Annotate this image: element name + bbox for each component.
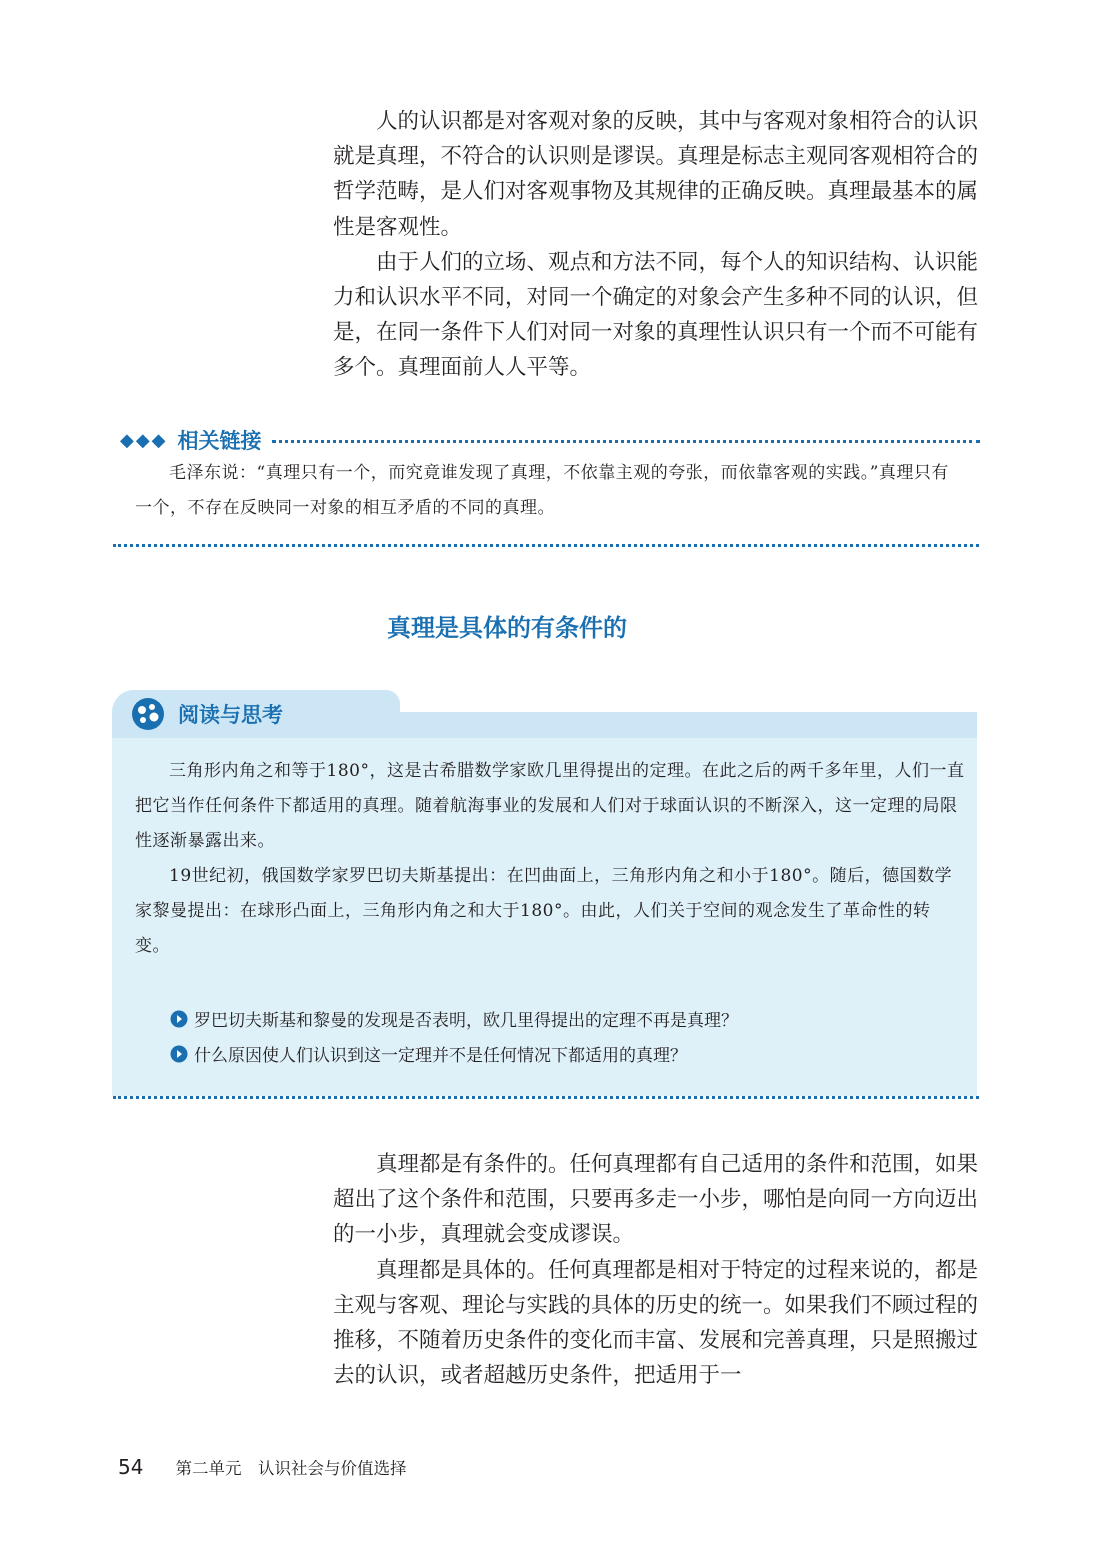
reading-paragraph-1: 三角形内角之和等于180°，这是古希腊数学家欧几里得提出的定理。在此之后的两千多年里，人们一直把它当作任何条件下都适用的真理。随着航海事业的发展和人们对于球面认识的不断深入，这一定理的局限性逐渐暴露出来。 <box>135 761 965 851</box>
reading-text <box>135 754 965 964</box>
related-link-header <box>120 423 980 457</box>
arrow-circle-icon <box>170 1045 188 1063</box>
question-item-2 <box>170 1041 687 1066</box>
intro-text <box>333 104 978 386</box>
arrow-circle-icon <box>170 1010 188 1028</box>
intro-paragraph-1: 人的认识都是对客观对象的反映，其中与客观对象相符合的认识就是真理，不符合的认识则是谬误。真理是标志主观同客观相符合的哲学范畴，是人们对客观事物及其规律的正确反映。真理最基本的属性是客观性。 <box>333 109 979 240</box>
related-link-body <box>135 456 965 526</box>
divider <box>113 544 979 547</box>
related-link-title: 相关链接 <box>177 429 262 453</box>
question-text: 罗巴切夫斯基和黎曼的发现是否表明，欧几里得提出的定理不再是真理？ <box>194 1011 738 1031</box>
conclusion-text <box>333 1147 978 1393</box>
diamond-icon: ◆◆◆ <box>120 429 168 451</box>
reading-title: 阅读与思考 <box>178 703 283 727</box>
question-text: 什么原因使人们认识到这一定理并不是任何情况下都适用的真理？ <box>194 1046 687 1066</box>
related-link-text: 毛泽东说：“真理只有一个，而究竟谁发现了真理，不依靠主观的夸张，而依靠客观的实践。”真理只有一个，不存在反映同一对象的相互矛盾的不同的真理。 <box>135 463 949 518</box>
section-title: 真理是具体的有条件的 <box>387 614 627 642</box>
divider <box>113 1096 979 1099</box>
reading-think-icon <box>130 696 166 732</box>
reading-header-strip <box>396 712 977 738</box>
divider <box>272 440 980 443</box>
conclusion-paragraph-1: 真理都是有条件的。任何真理都有自己适用的条件和范围，如果超出了这个条件和范围，只要再多走一小步，哪怕是向同一方向迈出的一小步，真理就会变成谬误。 <box>333 1152 979 1248</box>
reading-paragraph-2: 19世纪初，俄国数学家罗巴切夫斯基提出：在凹曲面上，三角形内角之和小于180°。随后，德国数学家黎曼提出：在球形凸面上，三角形内角之和大于180°。由此，人们关于空间的观念发生了革命性的转变。 <box>135 866 953 956</box>
reading-tab <box>112 690 400 738</box>
question-item-1 <box>170 1006 738 1031</box>
conclusion-paragraph-2: 真理都是具体的。任何真理都是相对于特定的过程来说的，都是主观与客观、理论与实践的具体的历史的统一。如果我们不顾过程的推移，不随着历史条件的变化而丰富、发展和完善真理，只是照搬过去的认识，或者超越历史条件，把适用于一 <box>333 1257 979 1389</box>
page-number: 54 <box>118 1455 144 1479</box>
page-footer <box>118 1455 406 1479</box>
intro-paragraph-2: 由于人们的立场、观点和方法不同，每个人的知识结构、认识能力和认识水平不同，对同一个确定的对象会产生多种不同的认识，但是，在同一条件下人们对同一对象的真理性认识只有一个而不可能有多个。真理面前人人平等。 <box>333 249 979 381</box>
unit-title: 第二单元 认识社会与价值选择 <box>175 1459 407 1478</box>
